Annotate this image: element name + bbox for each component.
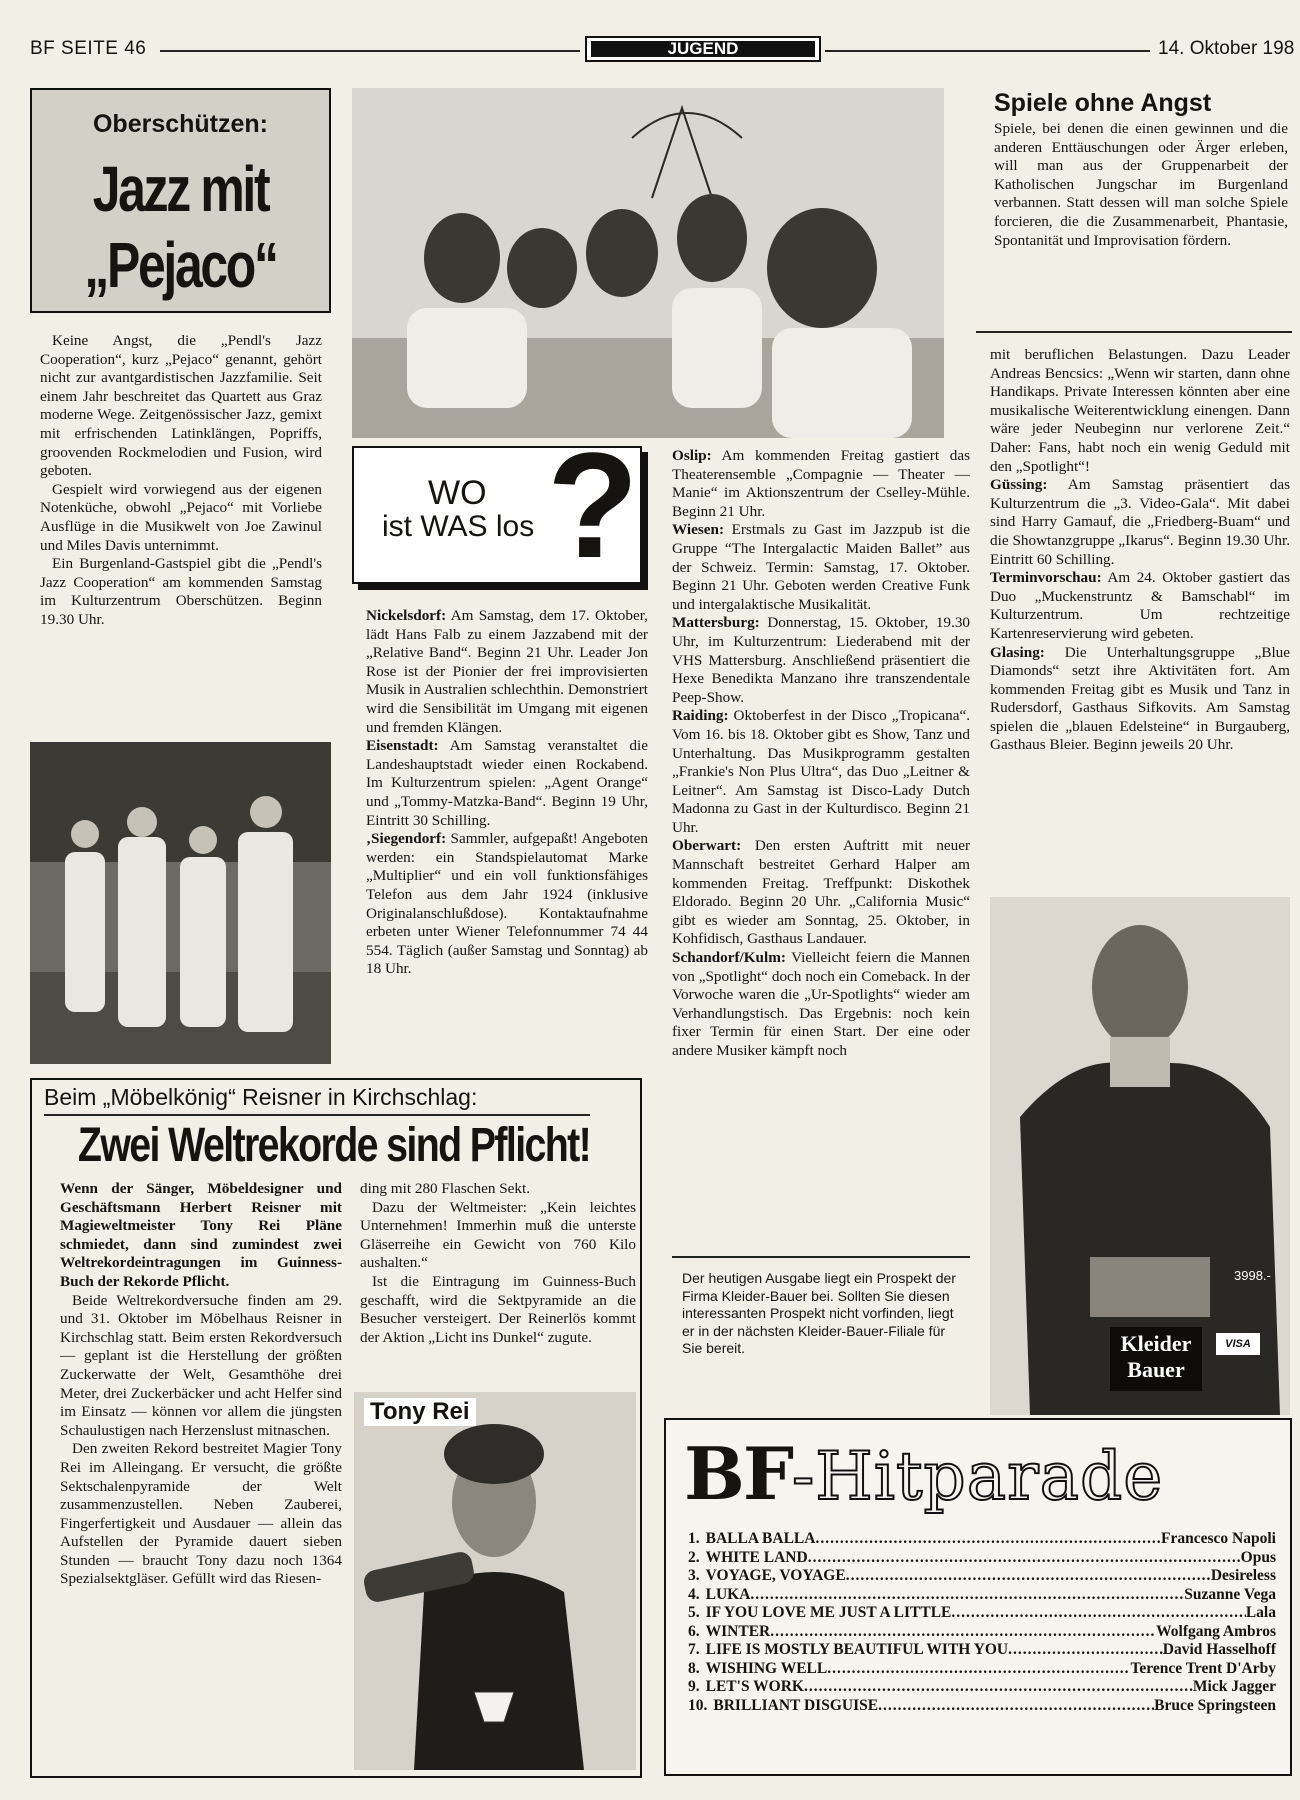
hitparade-title-text: WHITE LAND — [705, 1548, 808, 1566]
kleider-bauer-ad — [990, 897, 1290, 1415]
hitparade-artist: Francesco Napoli — [1161, 1530, 1276, 1547]
jazz-paragraph: Ein Burgenland-Gastspiel gibt die „Pendl's Jazz Cooperation“ am kommenden Samstag im Kulturzentrum Oberschützen. Beginn 19.30 Uhr. — [40, 555, 322, 628]
hitparade-leader-dots — [815, 1530, 1161, 1549]
hitparade-title-text: VOYAGE, VOYAGE — [705, 1567, 846, 1584]
ad-price: 3998.- — [1234, 1268, 1271, 1283]
event-nickelsdorf: Nickelsdorf: Am Samstag, dem 17. Oktober, lädt Hans Falb zu einem Jazzabend mit der „Relative Band“. Beginn 21 Uhr. Leader Jon Rose ist der Pionier der frei improvisierten Musik in Australien schlechthin. Demonstriert wird die Sensibilität im Umgang mit eigenen und fremden Klängen. — [366, 607, 648, 736]
prospekt-notice — [672, 1256, 970, 1372]
prospekt-text: Der heutigen Ausgabe liegt ein Prospekt der Firma Kleider-Bauer bei. Sollten Sie diesen interessanten Prospekt nicht vorfinden, liegt er in der nächsten Kleider-Bauer-Filiale für Sie bereit. — [682, 1270, 956, 1356]
wo-ist-was-los-box — [352, 421, 642, 589]
hitparade-rank: 5. — [688, 1604, 700, 1621]
events-column-2 — [672, 447, 970, 1061]
hitparade-title-rest: -Hitparade — [791, 1438, 1164, 1515]
hitparade-rank: 1. — [688, 1530, 700, 1547]
hitparade-entry — [688, 1604, 1276, 1623]
hitparade-rank: 9. — [688, 1678, 700, 1695]
hitparade-box — [664, 1418, 1292, 1776]
hitparade-rank: 3. — [688, 1567, 700, 1584]
event-terminvorschau: Terminvorschau: Am 24. Oktober gastiert das Duo „Muckenstruntz & Bamschabl“ im Kulturzentrum. Um rechtzeitige Kartenreservierung wird gebeten. — [990, 569, 1290, 642]
wo-label: WO — [428, 474, 487, 512]
hitparade-title-text: BRILLIANT DISGUISE — [713, 1696, 879, 1714]
hitparade-leader-dots — [804, 1678, 1193, 1697]
hitparade-leader-dots — [827, 1660, 1130, 1679]
hitparade-list — [688, 1530, 1276, 1715]
event-schandorf: Schandorf/Kulm: Vielleicht feiern die Mannen von „Spotlight“ doch noch ein Comeback. In der Vorwoche waren die „Ur-Spotlights“ wieder am Verhandlungstisch. Das Ergebnis: noch kein fixer Termin für einen Start. Der eine oder andere Musiker kämpft noch — [672, 949, 970, 1059]
event-raiding: Raiding: Oktoberfest in der Disco „Tropicana“. Vom 16. bis 18. Oktober gibt es Show, Tanz und Unterhaltung. Das Musikprogramm gestalten „Frankie's Non Plus Ultra“, das Duo „Leitner & Leitner“. Am Samstag ist Disco-Lady Dutch Madonna zu Gast in der Kulturdisco. Beginn 21 Uhr. — [672, 707, 971, 836]
rekord-paragraph: Dazu der Weltmeister: „Kein leichtes Unternehmen! Immerhin muß die unterste Gläserreihe ein Gewicht von 760 Kilo aushalten.“ — [360, 1198, 636, 1272]
brand-line2: Bauer — [1127, 1357, 1185, 1382]
spiele-box — [976, 88, 1292, 328]
jazz-headline-box — [30, 88, 331, 313]
hitparade-rank: 6. — [688, 1622, 700, 1640]
section-label-box — [585, 36, 821, 62]
event-siegendorf: ‚Siegendorf: Sammler, aufgepaßt! Angeboten werden: ein Standspielautomat Marke „Multiplier“ und ein voll funktionsfähiges Telefon aus dem Jahr 1924 (inklusive Originalanschlußdose). Kontaktaufnahme erbeten unter Wiener Telefonnummer 74 44 554. Täglich (außer Samstag und Sonntag) ab 18 Uhr. — [366, 830, 648, 978]
rekord-article — [30, 1078, 642, 1778]
rekord-paragraph: Den zweiten Rekord bestreitet Magier Tony Rei im Alleingang. Er versucht, die größte Sektschalenpyramide der Welt zusammenzustellen. Neben Zauberei, Fingerfertigkeit und Ausdauer — allein das Aufstellen der Pyramide dauert sieben Stunden — braucht Tony dazu noch 1364 Spezialsektgläser. Gefüllt wird das Riesen- — [60, 1440, 342, 1588]
hitparade-entry — [688, 1530, 1276, 1549]
event-eisenstadt: Eisenstadt: Am Samstag veranstaltet die Landeshauptstadt wieder einen Rockabend. Im Kulturzentrum spielen: „Agent Orange“ und „Tommy-Matzka-Band“. Beginn 19 Uhr, Eintritt 30 Schilling. — [366, 737, 648, 829]
hitparade-artist: Mick Jagger — [1192, 1678, 1276, 1695]
page-header — [30, 36, 1295, 66]
jazz-kicker: Oberschützen: — [92, 110, 269, 138]
hitparade-entry — [688, 1678, 1276, 1697]
hitparade-leader-dots — [878, 1697, 1154, 1716]
issue-date: 14. Oktober 198 — [1158, 38, 1295, 59]
rekord-paragraph: Beide Weltrekordversuche finden am 29. und 31. Oktober im Möbelhaus Reisner in Kirchschlag statt. Beim ersten Rekordversuch — geplant ist die Herstellung der größten Zuckerwatte der Welt, Gesamthöhe drei Meter, drei Zuckerbäcker und acht Helfer sind im Einsatz — können vor allem die jüngsten Schaulustigen nach Herzenslust mitnaschen. — [60, 1291, 342, 1439]
hitparade-artist: Wolfgang Ambros — [1156, 1622, 1276, 1640]
hitparade-entry — [688, 1586, 1276, 1605]
hitparade-artist: Bruce Springsteen — [1154, 1696, 1276, 1714]
event-mattersburg: Mattersburg: Donnerstag, 15. Oktober, 19.30 Uhr, im Kulturzentrum: Liederabend mit der VHS Mattersburg. Anschließend präsentiert die Hexe Benedikta Manzano ihre transzendentale Peep-Show. — [672, 614, 971, 706]
jazz-article — [40, 332, 322, 630]
events-column-3 — [990, 346, 1290, 755]
band-photo — [30, 742, 331, 1064]
jazz-paragraph: Gespielt wird vorwiegend aus der eigenen Notenküche, obwohl „Pejaco“ mit Vorliebe Ausflüge in die Musikwelt von Joe Zawinul und Miles Davis unternimmt. — [40, 480, 322, 554]
hitparade-title — [684, 1431, 1284, 1516]
event-glasing: Glasing: Die Unterhaltungsgruppe „Blue Diamonds“ setzt ihre Aktivitäten fort. Am kommenden Freitag gibt es Musik und Tanz in Rudersdorf, Gasthaus Sifkovits. Am Samstag spielen die „blauen Edelsteine“ in Burgauberg, Gasthaus Bleier. Beginn jeweils 20 Uhr. — [990, 643, 1290, 754]
spiele-title: Spiele ohne Angst — [994, 89, 1212, 117]
events-column-1 — [366, 607, 648, 979]
rekord-column-1 — [60, 1180, 342, 1589]
hitparade-title-text: LET'S WORK — [705, 1678, 804, 1695]
hitparade-rank: 4. — [688, 1585, 700, 1603]
hitparade-artist: Terence Trent D'Arby — [1130, 1659, 1276, 1677]
hitparade-rank: 2. — [688, 1548, 700, 1566]
hitparade-leader-dots — [750, 1586, 1184, 1605]
hitparade-entry — [688, 1623, 1276, 1642]
hitparade-artist: David Hasselhoff — [1162, 1641, 1276, 1658]
hitparade-leader-dots — [808, 1549, 1241, 1568]
hitparade-entry — [688, 1549, 1276, 1568]
hitparade-leader-dots — [846, 1567, 1211, 1586]
hitparade-entry — [688, 1567, 1276, 1586]
hitparade-title-text: WINTER — [705, 1622, 771, 1640]
rekord-kicker: Beim „Möbelkönig“ Reisner in Kirchschlag: — [44, 1084, 478, 1110]
spiele-text: Spiele, bei denen die einen gewinnen und die anderen Enttäuschungen oder Ärger erleben, will man aus der Gruppenarbeit der Katholischen Jungschar im Burgenland verbannen. Statt dessen will man solche Spiele forcieren, die die Zusammenarbeit, Phantasie, Spontanität und Improvisation fördern. — [994, 120, 1288, 249]
event-oberwart: Oberwart: Den ersten Auftritt mit neuer Mannschaft bestreitet Gerhard Halper am kommenden Freitag. Treffpunkt: Diskothek Eldorado. Beginn 20 Uhr. „California Music“ gibt es wieder am Sonntag, 25. Oktober, in Kohfidisch, Gasthaus Landauer. — [672, 837, 971, 948]
ist-was-los-label: ist WAS los — [382, 510, 535, 543]
event-oslip: Oslip: Am kommenden Freitag gastiert das Theaterensemble „Compagnie — Theater — Manie“ im Aktionszentrum der Cselley-Mühle. Beginn 21 Uhr. — [672, 447, 970, 520]
hitparade-title-text: BALLA BALLA — [705, 1530, 816, 1547]
rekord-lead: Wenn der Sänger, Möbeldesigner und Geschäftsmann Herbert Reisner mit Magieweltmeister Tony Rei Pläne schmiedet, dann sind zumindest zwei Weltrekordeintragungen im Guinness-Buch der Rekorde Pflicht. — [60, 1180, 342, 1290]
hitparade-title-text: WISHING WELL — [705, 1659, 828, 1677]
brand-line1: Kleider — [1120, 1331, 1192, 1356]
hitparade-title-text: LIFE IS MOSTLY BEAUTIFUL WITH YOU — [705, 1641, 1009, 1658]
rekord-paragraph: ding mit 280 Flaschen Sekt. — [360, 1180, 531, 1197]
hitparade-rank: 7. — [688, 1641, 700, 1658]
kleider-bauer-logo — [1110, 1327, 1202, 1391]
hitparade-leader-dots — [951, 1604, 1245, 1623]
hitparade-entry — [688, 1641, 1276, 1660]
rekord-headline: Zwei Weltrekorde sind Pflicht! — [77, 1119, 591, 1172]
hitparade-leader-dots — [1008, 1641, 1163, 1660]
rekord-paragraph: Ist die Eintragung im Guinness-Buch geschafft, wird die Sektpyramide an die Besucher versteigert. Der Reinerlös kommt der Aktion „Licht ins Dunkel“ zugute. — [360, 1272, 636, 1346]
jazz-headline-line2: „Pejaco“ — [84, 229, 277, 301]
hitparade-leader-dots — [770, 1623, 1156, 1642]
question-mark: ? — [547, 421, 639, 589]
section-label: JUGEND — [591, 41, 815, 57]
hitparade-artist: Opus — [1240, 1548, 1276, 1566]
hitparade-rank: 8. — [688, 1659, 700, 1677]
hitparade-entry — [688, 1660, 1276, 1679]
hitparade-artist: Lala — [1245, 1604, 1276, 1621]
youth-group-photo — [352, 88, 944, 438]
hitparade-artist: Desireless — [1210, 1567, 1276, 1584]
jazz-headline-line1: Jazz mit — [92, 153, 269, 225]
hitparade-entry — [688, 1697, 1276, 1716]
hitparade-artist: Suzanne Vega — [1184, 1585, 1276, 1603]
photo-caption: Tony Rei — [364, 1398, 476, 1426]
page-number: BF SEITE 46 — [30, 38, 147, 59]
event-guessing: Güssing: Am Samstag präsentiert das Kulturzentrum die „3. Video-Gala“. Mit dabei sind Harry Gamauf, die „Friedberg-Buam“ und die Showtanzgruppe „Ikarus“. Beginn 19.30 Uhr. Eintritt 60 Schilling. — [990, 476, 1290, 568]
hitparade-rank: 10. — [688, 1696, 708, 1714]
hitparade-title-text: IF YOU LOVE ME JUST A LITTLE — [705, 1604, 952, 1621]
hitparade-title-bf: BF — [684, 1431, 792, 1516]
event-wiesen: Wiesen: Erstmals zu Gast im Jazzpub ist die Gruppe “The Intergalactic Maiden Ballet” aus der Schweiz. Termin: Samstag, 17. Oktober. Beginn 21 Uhr. Geboten werden Creative Funk und intergalaktische Musikalität. — [672, 521, 970, 613]
jazz-paragraph: Keine Angst, die „Pendl's Jazz Cooperation“, kurz „Pejaco“ genannt, gehört nicht zur avantgardistischen Jazzfamilie. Seit einem Jahr beschreitet das Quartett aus Graz moderne Wege. Zeitgenössischer Jazz, gemixt mit erfrischenden Latinklängen, Popriffs, groovenden Rockmelodien und Fusion, wird geboten. — [40, 332, 322, 480]
tony-rei-photo — [354, 1392, 636, 1770]
event-spotlight-continued: mit beruflichen Belastungen. Dazu Leader Andreas Bencsics: „Wenn wir starten, dann ohne Handikaps. Private Interessen könnten aber eine musikalische Weiterentwicklung einengen. Dann wäre jeder Neubeginn nur verlorene Zeit.“ Daher: Fans, habt noch ein wenig Geduld mit den „Spotlight“! — [990, 346, 1290, 475]
hitparade-title-text: LUKA — [705, 1585, 751, 1603]
visa-logo: VISA — [1216, 1333, 1260, 1355]
rekord-column-2 — [360, 1180, 636, 1347]
